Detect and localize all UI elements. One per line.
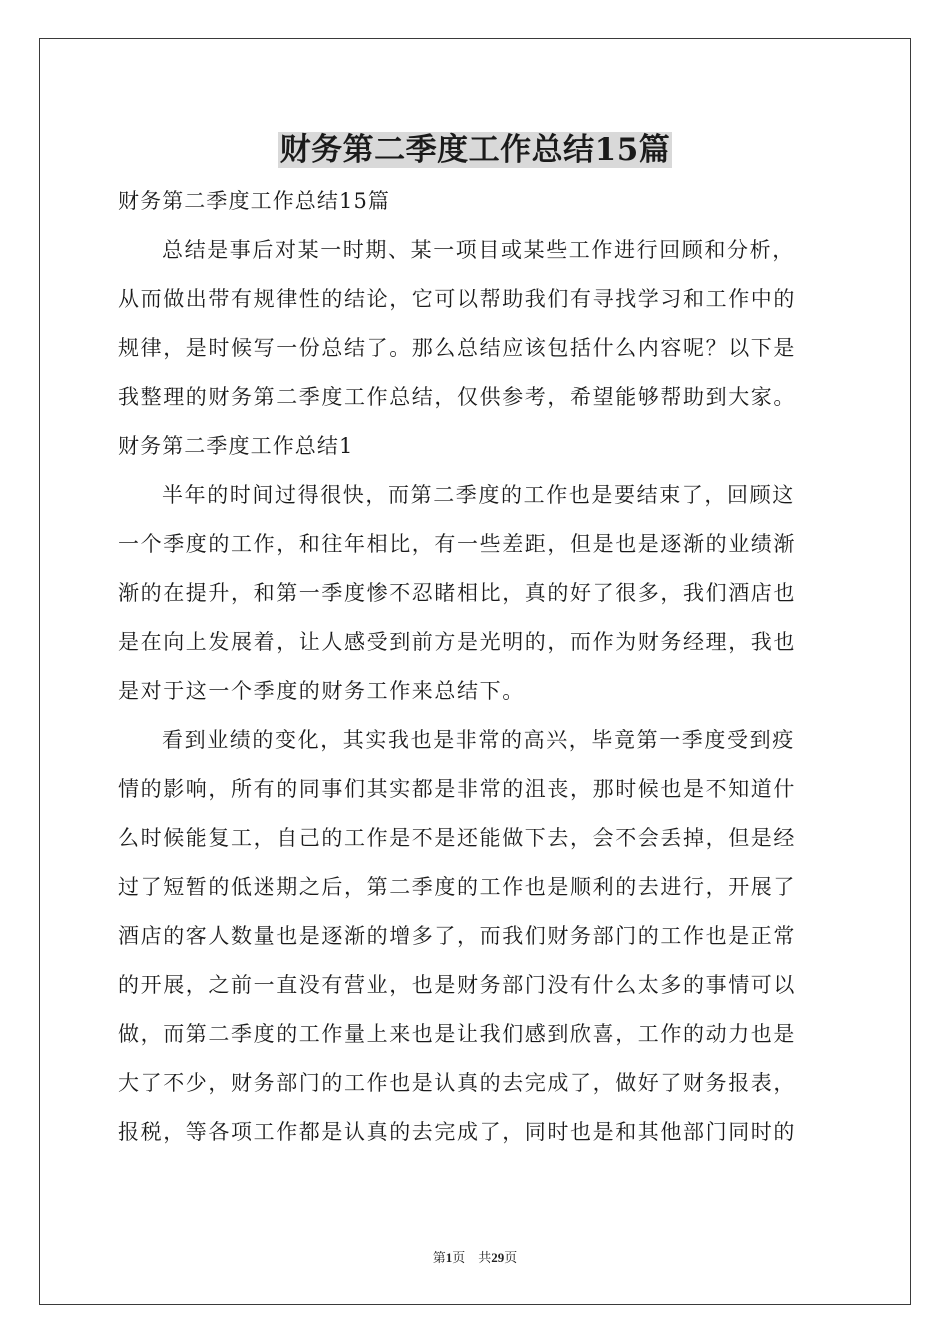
total-prefix: 共 <box>478 1250 492 1265</box>
paragraph-line: 报税，等各项工作都是认真的去完成了，同时也是和其他部门同时的 <box>118 1120 796 1144</box>
paragraph-line: 是对于这一个季度的财务工作来总结下。 <box>118 679 525 703</box>
paragraph-line: 是在向上发展着，让人感受到前方是光明的，而作为财务经理，我也 <box>118 630 796 654</box>
page-number-footer <box>0 1247 950 1266</box>
document-body <box>118 177 834 1157</box>
paragraph-line: 的开展，之前一直没有营业，也是财务部门没有什么太多的事情可以 <box>118 973 796 997</box>
section-heading: 财务第二季度工作总结1 <box>118 434 354 458</box>
paragraph-line: 么时候能复工，自己的工作是不是还能做下去，会不会丢掉，但是经 <box>118 826 796 850</box>
paragraph-line: 渐的在提升，和第一季度惨不忍睹相比，真的好了很多，我们酒店也 <box>118 581 796 605</box>
paragraph-line: 看到业绩的变化，其实我也是非常的高兴，毕竟第一季度受到疫 <box>162 728 795 752</box>
intro-line: 总结是事后对某一时期、某一项目或某些工作进行回顾和分析， <box>162 238 795 262</box>
paragraph-line: 做，而第二季度的工作量上来也是让我们感到欣喜，工作的动力也是 <box>118 1022 796 1046</box>
intro-line: 规律，是时候写一份总结了。那么总结应该包括什么内容呢？以下是 <box>118 336 796 360</box>
page-suffix: 页 <box>452 1250 466 1265</box>
total-suffix: 页 <box>504 1250 518 1265</box>
paragraph-line: 大了不少，财务部门的工作也是认真的去完成了，做好了财务报表， <box>118 1071 796 1095</box>
paragraph-line: 酒店的客人数量也是逐渐的增多了，而我们财务部门的工作也是正常 <box>118 924 796 948</box>
document-title <box>0 128 950 172</box>
paragraph-line: 情的影响，所有的同事们其实都是非常的沮丧，那时候也是不知道什 <box>118 777 796 801</box>
document-title-text: 财务第二季度工作总结15篇 <box>279 132 671 168</box>
paragraph-line: 过了短暂的低迷期之后，第二季度的工作也是顺利的去进行，开展了 <box>118 875 796 899</box>
page-prefix: 第 <box>432 1250 446 1265</box>
subtitle-line: 财务第二季度工作总结15篇 <box>118 189 391 213</box>
paragraph-line: 一个季度的工作，和往年相比，有一些差距，但是也是逐渐的业绩渐 <box>118 532 796 556</box>
current-page-number: 1 <box>445 1250 453 1265</box>
intro-line: 我整理的财务第二季度工作总结，仅供参考，希望能够帮助到大家。 <box>118 385 796 409</box>
total-page-count: 29 <box>491 1250 505 1265</box>
intro-line: 从而做出带有规律性的结论，它可以帮助我们有寻找学习和工作中的 <box>118 287 796 311</box>
paragraph-line: 半年的时间过得很快，而第二季度的工作也是要结束了，回顾这 <box>162 483 795 507</box>
